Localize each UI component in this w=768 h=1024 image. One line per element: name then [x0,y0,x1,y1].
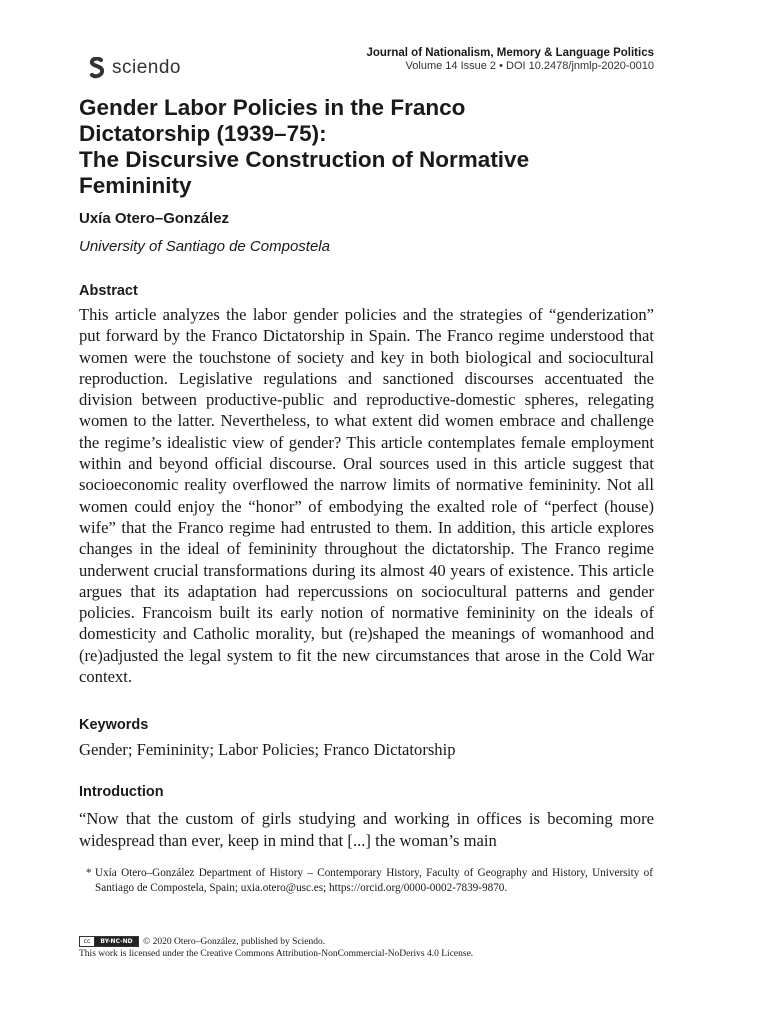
title-line: The Discursive Construction of Normative [79,147,530,172]
title-line: Femininity [79,173,192,198]
author-name: Uxía Otero–González [79,210,230,227]
introduction-heading: Introduction [79,784,164,800]
introduction-text: “Now that the custom of girls studying and working in offices is becoming more widespread than ever, keep in mind that [...] the woman’s main [79,809,654,850]
sciendo-logo-icon [88,57,106,79]
journal-title: Journal of Nationalism, Memory & Language Politics [366,47,654,59]
abstract-heading: Abstract [79,283,138,299]
keywords-text: Gender; Femininity; Labor Policies; Franco Dictatorship [79,740,456,759]
title-line: Dictatorship (1939–75): [79,121,327,146]
keywords-heading: Keywords [79,717,149,733]
author-affiliation: University of Santiago de Compostela [79,238,330,255]
article-title [79,95,679,199]
footnote-text: Uxía Otero–González Department of History – Contemporary History, Faculty of Geography and History, University of Santiago de Compostela, Spain; uxia.otero@usc.es; https://orcid.org/0000-0002-7839-9870. [95,867,653,894]
cc-license-badge-icon: cc BY-NC-ND [79,936,139,947]
publisher-logo [88,57,181,79]
journal-meta: Volume 14 Issue 2 • DOI 10.2478/jnmlp-2020-0010 [405,60,654,72]
copyright-line [79,936,473,948]
title-line: Gender Labor Policies in the Franco [79,95,466,120]
journal-info [366,47,654,72]
copyright-text: © 2020 Otero–González, published by Sciendo. [143,937,326,947]
license-statement: This work is licensed under the Creative Commons Attribution-NonCommercial-NoDerivs 4.0 License. [79,949,474,959]
abstract-text: This article analyzes the labor gender policies and the strategies of “genderization” put forward by the Franco Dictatorship in Spain. The Franco regime understood that women were the touchstone of society and key in both biological and sociocultural reproduction. Legislative regulations and sanctioned discourses accentuated the division between productive-public and reproductive-domestic spheres, relegating women to the latter. Nevertheless, to what extent did women embrace and challenge the regime’s idealistic view of gender? This article contemplates female employment within and beyond official discourse. Oral sources used in this article suggest that socioeconomic reality overflowed the narrow limits of normative femininity. Not all women could enjoy the “honor” of embodying the exalted role of “perfect (house) wife” that the Franco regime had entrusted to them. In addition, this article explores changes in the ideal of femininity throughout the dictatorship. The Franco regime underwent crucial transformations during its almost 40 years of existence. This article argues that its adaptation had repercussions on sociocultural patterns and gender policies. Francoism built its early notion of normative femininity on the ideals of domesticity and Catholic morality, but (re)shaped the meanings of womanhood and (re)adjusted the legal system to fit the new circumstances that arose in the Cold War context. [79,305,654,687]
logo-text: sciendo [112,57,181,78]
footnote-mark: * [86,867,92,879]
author-footnote [86,866,653,896]
license-block [79,936,473,960]
